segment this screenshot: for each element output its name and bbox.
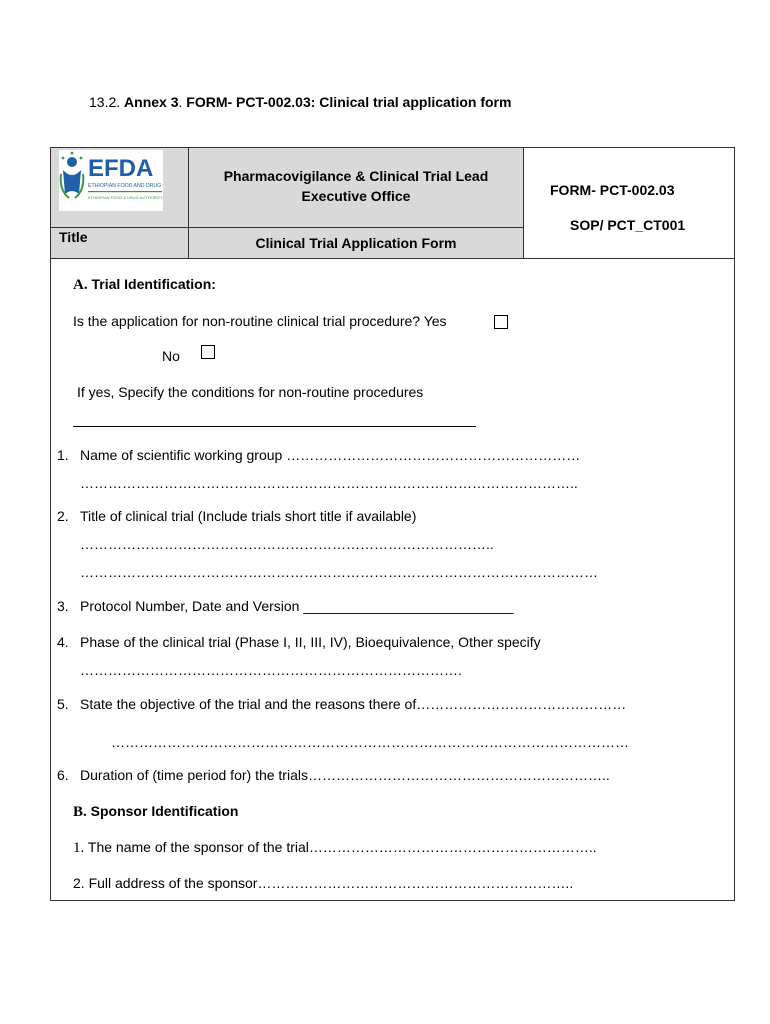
section-a-heading [73, 276, 216, 294]
section-b-letter: B. [73, 804, 87, 820]
sponsor-name-number: 1. [73, 840, 85, 856]
item-1-continuation: …………………………………………………………………………………………….. [80, 475, 578, 491]
item-2-continuation-2: ………………………………………………………………………………………………… [80, 564, 598, 580]
form-name: Clinical Trial Application Form [189, 228, 524, 258]
no-checkbox[interactable] [201, 345, 215, 359]
no-label: No [162, 348, 180, 364]
specify-conditions-field[interactable] [73, 426, 476, 427]
heading-dot: . [178, 94, 183, 110]
form-code-cell [524, 148, 734, 258]
sponsor-name: The name of the sponsor of the trial…………………………………………………….. [87, 839, 597, 855]
sponsor-address: 2. Full address of the sponsor………………………………………………………….. [73, 875, 574, 891]
logo-cell [51, 148, 189, 228]
yes-checkbox[interactable] [494, 315, 508, 329]
section-a-title: Trial Identification: [91, 276, 216, 292]
section-b-heading [73, 803, 238, 821]
item-2-trial-title: Title of clinical trial (Include trials short title if available) [80, 508, 417, 524]
header-divider [51, 258, 734, 259]
heading-number: 13.2. [89, 94, 121, 110]
sop-code: SOP/ PCT_CT001 [570, 217, 686, 233]
office-line-2: Executive Office [301, 188, 411, 204]
form-frame [50, 147, 735, 901]
item-4-continuation: ………………………………………………………………………. [80, 662, 462, 678]
section-b-title: Sponsor Identification [90, 803, 239, 819]
non-routine-question: Is the application for non-routine clinical trial procedure? Yes [73, 313, 447, 329]
form-header-table [51, 148, 734, 258]
office-name-cell [189, 148, 524, 228]
efda-logo [59, 150, 163, 211]
item-6-duration: Duration of (time period for) the trials……………………………………………………….. [80, 767, 610, 783]
item-4-phase: Phase of the clinical trial (Phase I, II, III, IV), Bioequivalence, Other specify [80, 634, 541, 650]
title-label: Title [51, 228, 189, 258]
item-5-continuation: ………………………………………………………………………………………………… [111, 734, 629, 750]
document-heading [89, 94, 511, 110]
logo-subtitle-2: ETHIOPIAN FOOD & DRUG AUTHORITY [88, 195, 163, 200]
item-5-objective: State the objective of the trial and the reasons there of……………………………………… [80, 696, 627, 712]
item-2-number: 2. [57, 508, 69, 524]
heading-annex: Annex 3 [124, 94, 179, 110]
item-3-protocol: Protocol Number, Date and Version ___________________________ [80, 598, 514, 614]
item-6-number: 6. [57, 767, 69, 783]
office-line-1: Pharmacovigilance & Clinical Trial Lead [223, 168, 489, 184]
item-5-number: 5. [57, 696, 69, 712]
item-1-number: 1. [57, 447, 69, 463]
section-a-letter: A. [73, 277, 88, 293]
specify-conditions-label: If yes, Specify the conditions for non-routine procedures [77, 384, 424, 400]
logo-wordmark: EFDA [88, 155, 154, 182]
item-1-working-group: Name of scientific working group ……………………………………………………… [80, 447, 581, 463]
efda-logo-icon [59, 150, 163, 211]
logo-subtitle: ETHIOPIAN FOOD AND DRUG [88, 183, 162, 189]
item-2-continuation-1: …………………………………………………………………………….. [80, 536, 494, 552]
heading-form-title: FORM- PCT-002.03: Clinical trial application form [186, 94, 512, 110]
item-4-number: 4. [57, 634, 69, 650]
item-3-number: 3. [57, 598, 69, 614]
sponsor-name-line [73, 839, 597, 857]
form-code: FORM- PCT-002.03 [550, 182, 675, 198]
